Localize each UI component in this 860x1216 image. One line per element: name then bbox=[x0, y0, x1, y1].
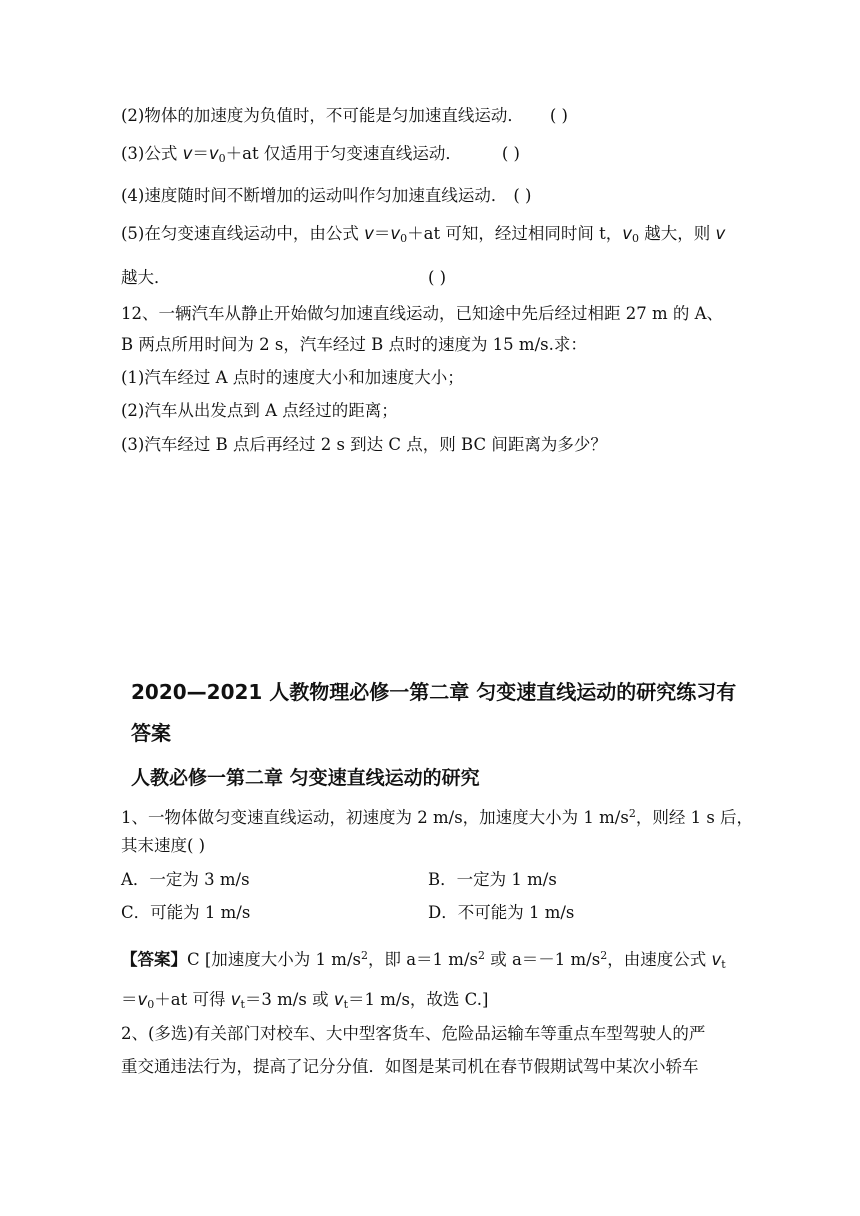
initial-velocity-symbol: v bbox=[622, 224, 633, 243]
judgment-item-5-line-2 bbox=[121, 266, 171, 290]
velocity-symbol: v bbox=[364, 224, 374, 243]
answer-text: ，由速度公式 bbox=[607, 950, 712, 969]
judgment-item-4 bbox=[121, 184, 532, 208]
equals-sign: ＝ bbox=[373, 224, 391, 243]
initial-velocity-symbol: v bbox=[208, 144, 219, 163]
question-12-part-2: (2)汽车从出发点到 A 点经过的距离； bbox=[121, 401, 398, 420]
answer-blank: ( ) bbox=[513, 186, 532, 205]
answer-blank: ( ) bbox=[501, 144, 520, 163]
item-text: (4)速度随时间不断增加的运动叫作匀加速直线运动． bbox=[121, 186, 508, 205]
subscript: t bbox=[240, 998, 245, 1011]
subscript: t bbox=[343, 998, 349, 1011]
subscript: 0 bbox=[218, 152, 226, 165]
option-b: B．一定为 1 m/s bbox=[428, 870, 557, 889]
velocity-symbol: v bbox=[230, 990, 241, 1009]
subscript: 0 bbox=[400, 232, 408, 245]
item-text: ＋at 仅适用于匀变速直线运动． bbox=[225, 144, 462, 163]
superscript: 2 bbox=[600, 949, 608, 962]
question-12-line-2: B 两点所用时间为 2 s，汽车经过 B 点时的速度为 15 m/s.求： bbox=[121, 335, 587, 354]
item-text: (2)物体的加速度为负值时，不可能是匀加速直线运动． bbox=[121, 106, 524, 125]
velocity-symbol: v bbox=[333, 990, 344, 1009]
answer-text: ＋at 可得 bbox=[154, 990, 231, 1009]
option-c: C．可能为 1 m/s bbox=[121, 903, 251, 922]
item-text: 越大，则 bbox=[639, 224, 716, 243]
answer-blank-5 bbox=[428, 266, 446, 290]
section-subtitle: 人教必修一第二章 匀变速直线运动的研究 bbox=[131, 767, 480, 789]
answer-text: ，即 a＝1 m/s bbox=[367, 950, 478, 969]
equals-sign: ＝ bbox=[192, 144, 209, 163]
item-text: ＋at 可知，经过相同时间 t， bbox=[407, 224, 623, 243]
judgment-item-3 bbox=[121, 142, 520, 171]
superscript: 2 bbox=[360, 949, 368, 962]
item-text: (3)公式 bbox=[121, 144, 183, 163]
velocity-symbol: v bbox=[182, 144, 193, 163]
question-text: ，则经 1 s 后， bbox=[635, 808, 754, 827]
item-text: (5)在匀变速直线运动中，由公式 bbox=[121, 224, 365, 243]
answer-text: 或 a＝－1 m/s bbox=[484, 950, 601, 969]
superscript: 2 bbox=[477, 949, 485, 962]
option-a: A．一定为 3 m/s bbox=[121, 870, 250, 889]
answer-1-line-2 bbox=[121, 988, 488, 1017]
question-1 bbox=[121, 802, 753, 830]
answer-blank: ( ) bbox=[549, 106, 568, 125]
equals-sign: ＝ bbox=[121, 990, 138, 1009]
subscript: 0 bbox=[147, 998, 155, 1011]
question-12: 12、一辆汽车从静止开始做匀加速直线运动，已知途中先后经过相距 27 m 的 A、 bbox=[121, 304, 724, 323]
velocity-symbol: v bbox=[711, 950, 722, 969]
document-title-line-2: 答案 bbox=[131, 721, 171, 745]
question-text: 1、一物体做匀变速直线运动，初速度为 2 m/s，加速度大小为 1 m/s bbox=[121, 808, 629, 827]
question-12-part-3: (3)汽车经过 B 点后再经过 2 s 到达 C 点，则 BC 间距离为多少？ bbox=[121, 435, 607, 454]
superscript: 2 bbox=[628, 807, 636, 820]
answer-text: ＝1 m/s，故选 C.] bbox=[348, 990, 489, 1009]
answer-choice: C bbox=[187, 950, 200, 969]
initial-velocity-symbol: v bbox=[137, 990, 148, 1009]
item-text: 越大． bbox=[121, 268, 171, 287]
answer-label: 【答案】 bbox=[121, 950, 187, 969]
velocity-symbol: v bbox=[715, 224, 726, 243]
option-d: D．不可能为 1 m/s bbox=[428, 903, 575, 922]
answer-1 bbox=[121, 944, 726, 977]
answer-blank: ( ) bbox=[428, 268, 447, 287]
subscript: 0 bbox=[632, 232, 640, 245]
answer-text: [加速度大小为 1 m/s bbox=[199, 950, 361, 969]
answer-text: ＝3 m/s 或 bbox=[244, 990, 334, 1009]
question-1-line-2: 其末速度( ) bbox=[121, 836, 206, 855]
document-title: 2020—2021 人教物理必修一第二章 匀变速直线运动的研究练习有 bbox=[131, 680, 737, 704]
initial-velocity-symbol: v bbox=[390, 224, 401, 243]
question-2-line-2: 重交通违法行为，提高了记分分值．如图是某司机在春节假期试驾中某次小轿车 bbox=[121, 1057, 699, 1076]
judgment-item-2 bbox=[121, 104, 568, 128]
question-12-part-1: (1)汽车经过 A 点时的速度大小和加速度大小； bbox=[121, 368, 464, 387]
judgment-item-5 bbox=[121, 222, 725, 251]
question-2: 2、(多选)有关部门对校车、大中型客货车、危险品运输车等重点车型驾驶人的严 bbox=[121, 1024, 706, 1043]
subscript: t bbox=[721, 958, 726, 971]
